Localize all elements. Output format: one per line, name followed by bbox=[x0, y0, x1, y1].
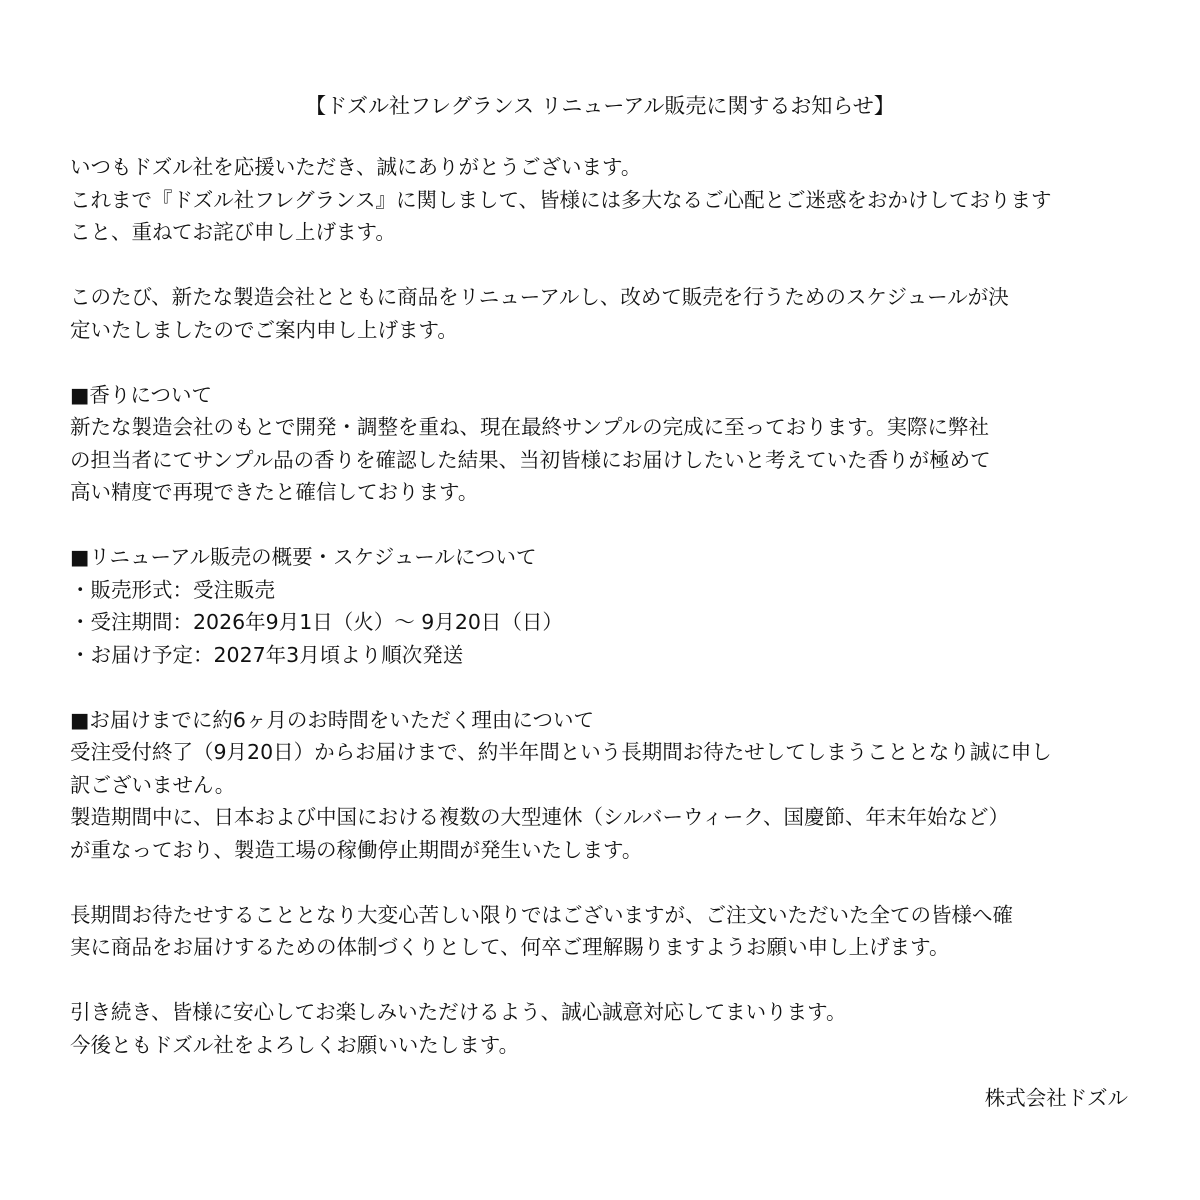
notice-body bbox=[70, 151, 1140, 1094]
paragraph-line: 定いたしましたのでご案内申し上げます。 bbox=[70, 317, 458, 342]
greeting-paragraph bbox=[70, 151, 1140, 249]
paragraph-line: これまで『ドズル社フレグランス』に関しまして、皆様には多大なるご心配とご迷惑をおかけしております bbox=[70, 187, 1052, 212]
schedule-section bbox=[70, 541, 1140, 671]
paragraph-line: 引き続き、皆様に安心してお楽しみいただけるよう、誠心誠意対応してまいります。 bbox=[70, 1000, 847, 1024]
apology-paragraph bbox=[70, 899, 1140, 964]
section-heading: ■香りについて bbox=[70, 382, 212, 407]
delay-reason-section bbox=[70, 704, 1140, 867]
paragraph-line: 受注受付終了（9月20日）からお届けまで、約半年間という長期間お待たせしてしまうこととなり誠に申し bbox=[70, 740, 1052, 764]
paragraph-line: こと、重ねてお詫び申し上げます。 bbox=[70, 220, 396, 244]
paragraph-line: 新たな製造会社のもとで開発・調整を重ね、現在最終サンプルの完成に至っております。実際に弊社 bbox=[70, 415, 990, 439]
paragraph-line: が重なっており、製造工場の稼働停止期間が発生いたします。 bbox=[70, 837, 643, 862]
schedule-item-sales-format: ・販売形式：受注販売 bbox=[70, 577, 275, 602]
paragraph-line: このたび、新たな製造会社とともに商品をリニューアルし、改めて販売を行うためのスケジュールが決 bbox=[70, 285, 1009, 309]
announcement-paragraph bbox=[70, 281, 1140, 346]
paragraph-line: 長期間お待たせすることとなり大変心苦しい限りではございますが、ご注文いただいた全ての皆様へ確 bbox=[70, 902, 1013, 927]
schedule-item-order-period: ・受注期間：2026年9月1日（火）～ 9月20日（日） bbox=[70, 610, 563, 634]
notice-title: 【ドズル社フレグランス リニューアル販売に関するお知らせ】 bbox=[305, 94, 895, 118]
schedule-item-delivery: ・お届け予定：2027年3月頃より順次発送 bbox=[70, 642, 464, 667]
section-heading: ■お届けまでに約6ヶ月のお時間をいただく理由について bbox=[70, 707, 595, 732]
paragraph-line: 今後ともドズル社をよろしくお願いいたします。 bbox=[70, 1032, 520, 1057]
paragraph-line: 高い精度で再現できたと確信しております。 bbox=[70, 480, 479, 504]
section-heading: ■リニューアル販売の概要・スケジュールについて bbox=[70, 545, 537, 569]
paragraph-line: 訳ございません。 bbox=[70, 772, 236, 797]
fragrance-section bbox=[70, 379, 1140, 509]
company-signature: 株式会社ドズル bbox=[984, 1086, 1128, 1110]
paragraph-line: いつもドズル社を応援いただき、誠にありがとうございます。 bbox=[70, 155, 642, 179]
paragraph-line: 製造期間中に、日本および中国における複数の大型連休（シルバーウィーク、国慶節、年末年始など） bbox=[70, 805, 1009, 829]
paragraph-line: の担当者にてサンプル品の香りを確認した結果、当初皆様にお届けしたいと考えていた香りが極めて bbox=[70, 447, 991, 472]
paragraph-line: 実に商品をお届けするための体制づくりとして、何卒ご理解賜りますようお願い申し上げます。 bbox=[70, 935, 950, 959]
closing-paragraph bbox=[70, 996, 1140, 1061]
